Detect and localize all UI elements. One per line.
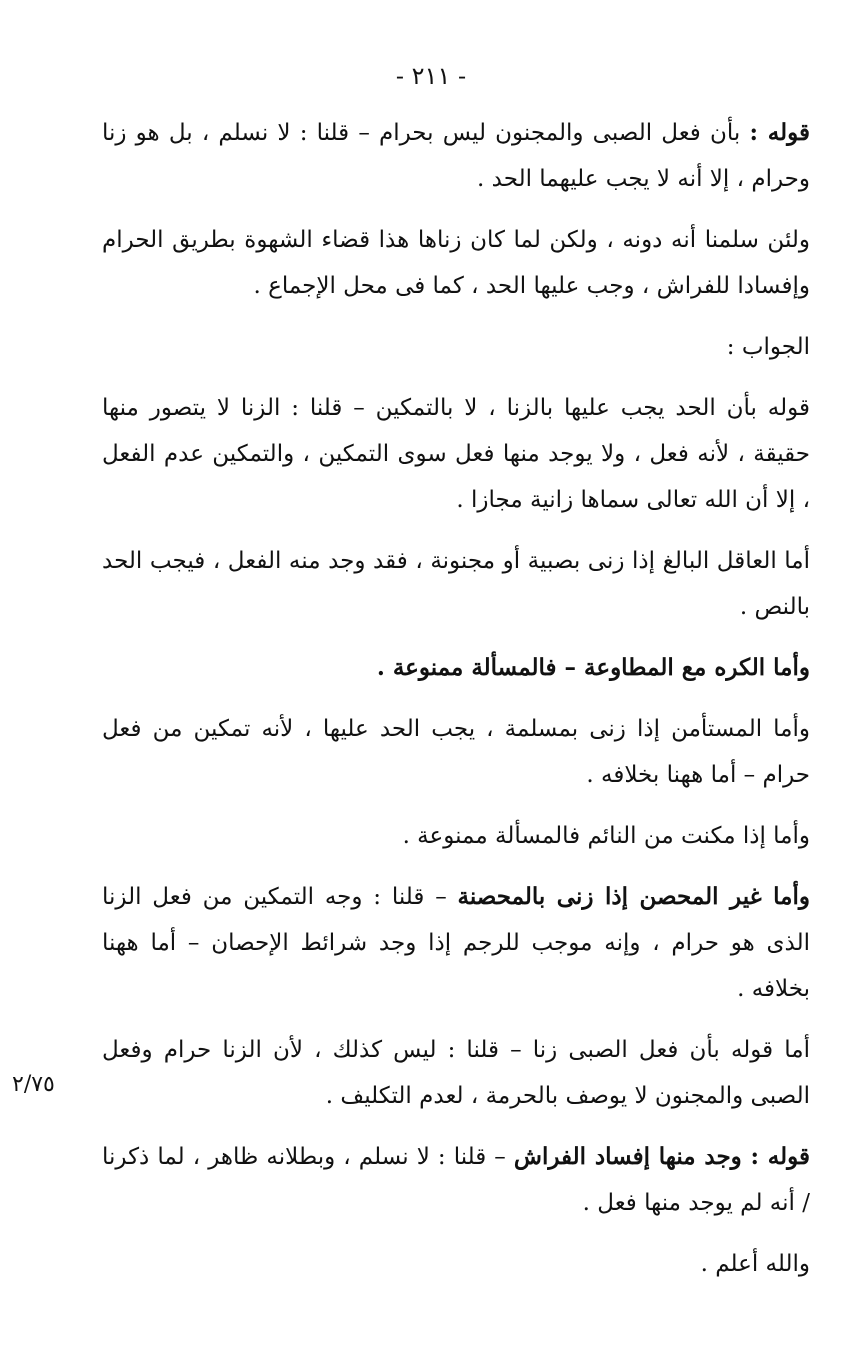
paragraph-lead: قوله : <box>749 119 811 146</box>
paragraph-text: ولئن سلمنا أنه دونه ، ولكن لما كان زناها هذا قضاء الشهوة بطريق الحرام وإفسادا للفراش ، وجب عليها الحد ، كما فى محل الإجماع . <box>102 227 810 299</box>
paragraph-lead: وأما غير المحصن إذا زنى بالمحصنة <box>457 883 810 910</box>
paragraph-1 <box>102 110 810 202</box>
paragraph-6 <box>102 645 810 691</box>
paragraph-text: – قلنا : لا نسلم ، وبطلانه ظاهر ، لما ذكرنا / أنه لم يوجد منها فعل . <box>102 1144 810 1216</box>
page-number: - ٢١١ - <box>395 62 467 90</box>
paragraph-11 <box>102 1134 810 1226</box>
paragraph-text: أما قوله بأن فعل الصبى زنا – قلنا : ليس كذلك ، لأن الزنا حرام وفعل الصبى والمجنون لا يوصف بالحرمة ، لعدم التكليف . <box>102 1037 810 1109</box>
paragraph-10 <box>102 1027 810 1119</box>
paragraph-text: وأما الكره مع المطاوعة – فالمسألة ممنوعة . <box>376 654 810 681</box>
paragraph-7 <box>102 706 810 798</box>
paragraph-3-answer-heading <box>102 324 810 370</box>
paragraph-12-closing <box>102 1241 810 1287</box>
paragraph-text: الجواب : <box>726 334 810 360</box>
paragraph-9 <box>102 874 810 1012</box>
paragraph-2 <box>102 217 810 309</box>
paragraph-text: بأن فعل الصبى والمجنون ليس بحرام – قلنا : لا نسلم ، بل هو زنا وحرام ، إلا أنه لا يجب عليهما الحد . <box>102 120 810 192</box>
paragraph-text: وأما المستأمن إذا زنى بمسلمة ، يجب الحد عليها ، لأنه تمكين من فعل حرام – أما ههنا بخلافه . <box>102 716 810 788</box>
margin-reference-note: ٢/٧٥ <box>12 1072 55 1097</box>
paragraph-lead: قوله : وجد منها إفساد الفراش <box>513 1143 810 1170</box>
paragraph-4 <box>102 385 810 523</box>
paragraph-text: قوله بأن الحد يجب عليها بالزنا ، لا بالتمكين – قلنا : الزنا لا يتصور منها حقيقة ، لأنه فعل ، ولا يوجد منها فعل سوى التمكين ، والتمكين عدم الفعل ، إلا أن الله تعالى سماها زانية مجازا . <box>102 395 810 513</box>
paragraph-8 <box>102 813 810 859</box>
main-text-body <box>102 110 810 1302</box>
paragraph-text: أما العاقل البالغ إذا زنى بصبية أو مجنونة ، فقد وجد منه الفعل ، فيجب الحد بالنص . <box>102 548 810 620</box>
paragraph-text: – قلنا : وجه التمكين من فعل الزنا الذى هو حرام ، وإنه موجب للرجم إذا وجد شرائط الإحصان – أما ههنا بخلافه . <box>102 884 810 1002</box>
paragraph-text: والله أعلم . <box>700 1251 810 1277</box>
paragraph-text: وأما إذا مكنت من النائم فالمسألة ممنوعة . <box>402 823 810 849</box>
paragraph-5 <box>102 538 810 630</box>
